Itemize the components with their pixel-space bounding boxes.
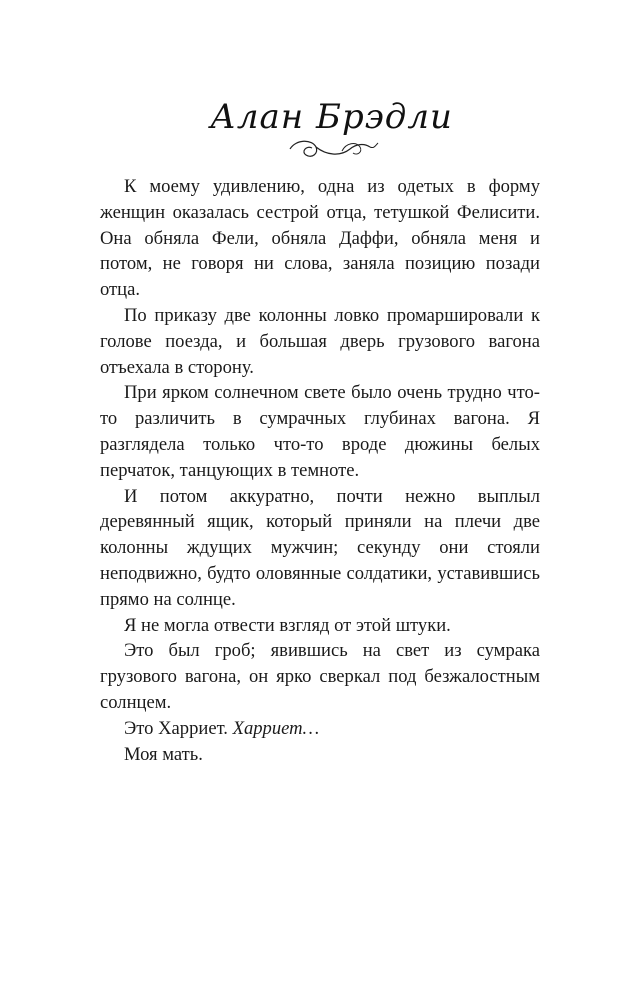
author-name: Алан Брэдли	[210, 97, 453, 137]
harriet-lead: Это Харриет.	[124, 717, 233, 739]
paragraph-7	[100, 716, 540, 742]
paragraph-5: Я не могла отвести взгляд от этой штуки.	[124, 614, 451, 636]
paragraph-6: Это был гроб; явившись на свет из сумрака грузового вагона, он ярко сверкал под безжалостным солнцем.	[100, 640, 540, 713]
paragraph-2: По приказу две колонны ловко промаршировали к голове поезда, и большая дверь грузового вагона отъехала в сторону.	[100, 304, 540, 378]
running-header	[0, 95, 633, 165]
main-text	[100, 174, 540, 767]
paragraph-3: При ярком солнечном свете было очень трудно что-то различить в сумрачных глубинах вагона. Я разглядела только что-то вроде дюжины белых перчаток, танцующих в темноте.	[100, 382, 540, 481]
harriet-italic: Харриет…	[232, 717, 320, 739]
flourish-ornament	[282, 133, 382, 163]
paragraph-8: Моя мать.	[124, 743, 203, 765]
paragraph-1: К моему удивлению, одна из одетых в форму женщин оказалась сестрой отца, тетушкой Фелисити. Она обняла Фели, обняла Даффи, обняла меня и потом, не говоря ни слова, заняла позицию позади отца.	[100, 176, 540, 301]
paragraph-4: И потом аккуратно, почти нежно выплыл деревянный ящик, который приняли на плечи две колонны ждущих мужчин; секунду они стояли неподвижно, будто оловянные солдатики, уставившись прямо на солнце.	[100, 485, 540, 610]
